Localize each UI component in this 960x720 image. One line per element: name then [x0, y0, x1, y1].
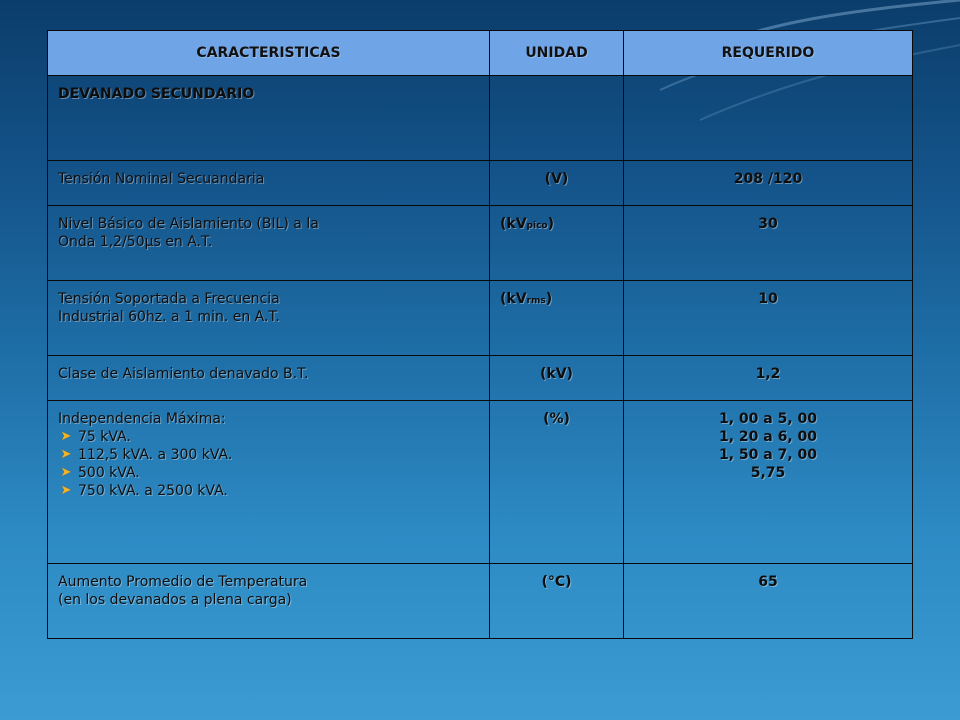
unit-subscript: rms — [526, 296, 546, 306]
table-row — [48, 356, 913, 401]
row-unit: (%) — [543, 411, 570, 427]
row-value: 65 — [758, 574, 778, 590]
unit-suffix: ) — [547, 216, 554, 232]
list-item — [58, 446, 479, 464]
row-value: 10 — [758, 291, 778, 307]
table-row — [48, 401, 913, 564]
row-label: Clase de Aislamiento denavado B.T. — [58, 366, 309, 382]
row-value-line: 1, 50 a 7, 00 — [718, 447, 818, 463]
row-unit — [490, 206, 623, 235]
row-label-line: Independencia Máxima: — [58, 411, 226, 427]
row-label — [48, 401, 489, 500]
unit-suffix: ) — [545, 291, 553, 307]
row-unit: (kV) — [540, 366, 573, 382]
bullet-arrow-icon: ➤ — [60, 465, 72, 480]
table-row — [48, 564, 913, 639]
row-unit: (°C) — [541, 574, 572, 590]
header-unidad: UNIDAD — [490, 31, 624, 76]
unit-prefix: (kV — [500, 216, 527, 232]
row-label: Tensión Nominal Secuandaria — [58, 171, 265, 187]
row-label-line: Aumento Promedio de Temperatura — [58, 574, 308, 590]
list-item — [58, 464, 479, 482]
list-item — [58, 428, 479, 446]
list-item-text: 75 kVA. — [78, 429, 131, 445]
row-value: 30 — [758, 216, 778, 232]
row-value: 208 /120 — [733, 171, 803, 187]
bullet-arrow-icon: ➤ — [60, 483, 72, 498]
unit-subscript: pico — [526, 221, 548, 231]
section-title: DEVANADO SECUNDARIO — [58, 86, 255, 102]
row-label-line: Industrial 60hz. a 1 min. en A.T. — [58, 309, 280, 325]
list-item-text: 500 kVA. — [78, 465, 140, 481]
row-value-line: 1, 20 a 6, 00 — [718, 429, 818, 445]
list-item-text: 750 kVA. a 2500 kVA. — [78, 483, 228, 499]
bullet-arrow-icon: ➤ — [60, 447, 72, 462]
row-label-line: Onda 1,2/50µs en A.T. — [58, 234, 213, 250]
table-header-row — [48, 31, 913, 76]
table-row — [48, 161, 913, 206]
row-value — [624, 401, 912, 482]
row-value: 1,2 — [755, 366, 781, 382]
row-value-line: 5,75 — [750, 465, 786, 481]
row-unit — [490, 281, 623, 310]
row-unit: (V) — [544, 171, 569, 187]
specifications-table — [47, 30, 913, 639]
bullet-arrow-icon: ➤ — [60, 429, 72, 444]
row-label — [48, 564, 489, 609]
header-requerido: REQUERIDO — [624, 31, 913, 76]
table-row — [48, 76, 913, 161]
unit-prefix: (kV — [500, 291, 527, 307]
row-label-line: (en los devanados a plena carga) — [58, 592, 292, 608]
table-row — [48, 206, 913, 281]
row-label-line: Nivel Básico de Aislamiento (BIL) a la — [58, 216, 319, 232]
row-label — [48, 281, 489, 326]
header-caracteristicas: CARACTERISTICAS — [48, 31, 490, 76]
row-label-line: Tensión Soportada a Frecuencia — [58, 291, 280, 307]
row-label — [48, 206, 489, 251]
list-item-text: 112,5 kVA. a 300 kVA. — [78, 447, 233, 463]
table-row — [48, 281, 913, 356]
row-value-line: 1, 00 a 5, 00 — [718, 411, 818, 427]
list-item — [58, 482, 479, 500]
